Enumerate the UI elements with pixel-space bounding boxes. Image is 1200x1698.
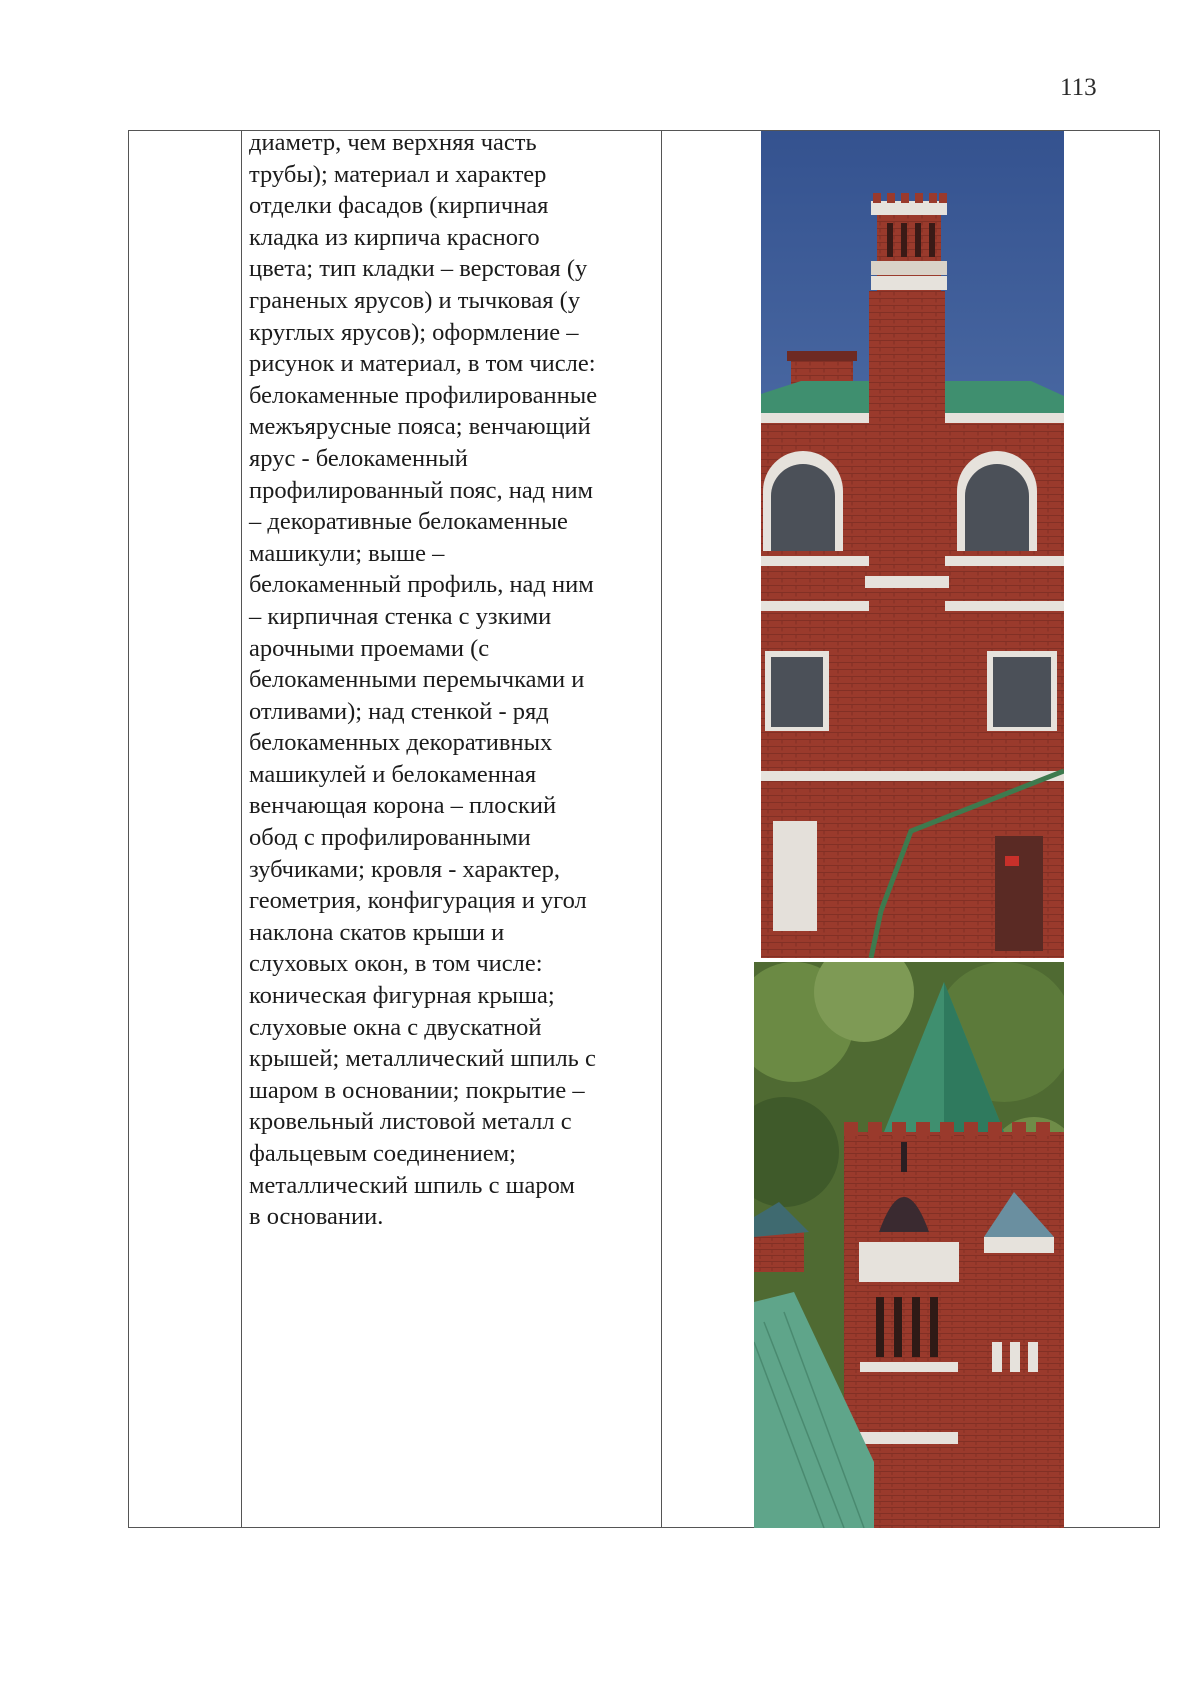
description-line: круглых ярусов); оформление –	[249, 318, 579, 346]
description-line: диаметр, чем верхняя часть	[249, 129, 537, 156]
description-line: белокаменные профилированные	[249, 381, 598, 409]
description-line: зубчиками; кровля - характер,	[249, 855, 561, 883]
table-column-divider-1	[241, 131, 242, 1527]
description-line: белокаменный профиль, над ним	[249, 571, 594, 599]
description-line: машикули; выше –	[249, 539, 445, 567]
description-line: белокаменных декоративных	[249, 729, 553, 757]
description-line: фальцевым соединением;	[249, 1140, 516, 1167]
description-line: граненых ярусов) и тычковая (у	[249, 286, 581, 314]
roof-illustration	[754, 962, 1064, 1528]
description-line: шаром в основании; покрытие –	[249, 1076, 585, 1104]
description-line: наклона скатов крыши и	[249, 918, 505, 946]
description-line: отливами); над стенкой - ряд	[249, 697, 549, 725]
roof-photo	[754, 962, 1064, 1528]
description-line: белокаменными перемычками и	[249, 666, 585, 694]
description-line: рисунок и материал, в том числе:	[249, 350, 596, 378]
description-line: коническая фигурная крыша;	[249, 982, 555, 1010]
description-line: венчающая корона – плоский	[249, 792, 557, 820]
description-line: межъярусные пояса; венчающий	[249, 413, 591, 441]
description-line: в основании.	[249, 1203, 384, 1231]
table-column-divider-2	[661, 131, 662, 1527]
page-number: 113	[1060, 74, 1097, 101]
description-line: профилированный пояс, над ним	[249, 476, 594, 504]
description-line: ярус - белокаменный	[249, 444, 468, 472]
description-line: цвета; тип кладки – верстовая (у	[249, 255, 588, 283]
description-line: – декоративные белокаменные	[249, 508, 568, 536]
tower-photo	[761, 131, 1064, 958]
description-line: арочными проемами (с	[249, 634, 490, 662]
tower-illustration	[761, 131, 1064, 958]
description-line: кровельный листовой металл с	[249, 1108, 572, 1136]
description-cell	[249, 127, 655, 1233]
description-line: – кирпичная стенка с узкими	[249, 602, 552, 630]
description-line: слуховые окна с двускатной	[249, 1013, 542, 1041]
description-line: отделки фасадов (кирпичная	[249, 192, 549, 220]
description-line: машикулей и белокаменная	[249, 760, 537, 788]
description-line: слуховых окон, в том числе:	[249, 950, 543, 978]
description-line: металлический шпиль с шаром	[249, 1171, 575, 1199]
description-line: геометрия, конфигурация и угол	[249, 887, 587, 915]
description-line: трубы); материал и характер	[249, 160, 547, 188]
description-line: крышей; металлический шпиль с	[249, 1045, 596, 1073]
description-line: обод с профилированными	[249, 824, 531, 852]
description-line: кладка из кирпича красного	[249, 223, 540, 251]
